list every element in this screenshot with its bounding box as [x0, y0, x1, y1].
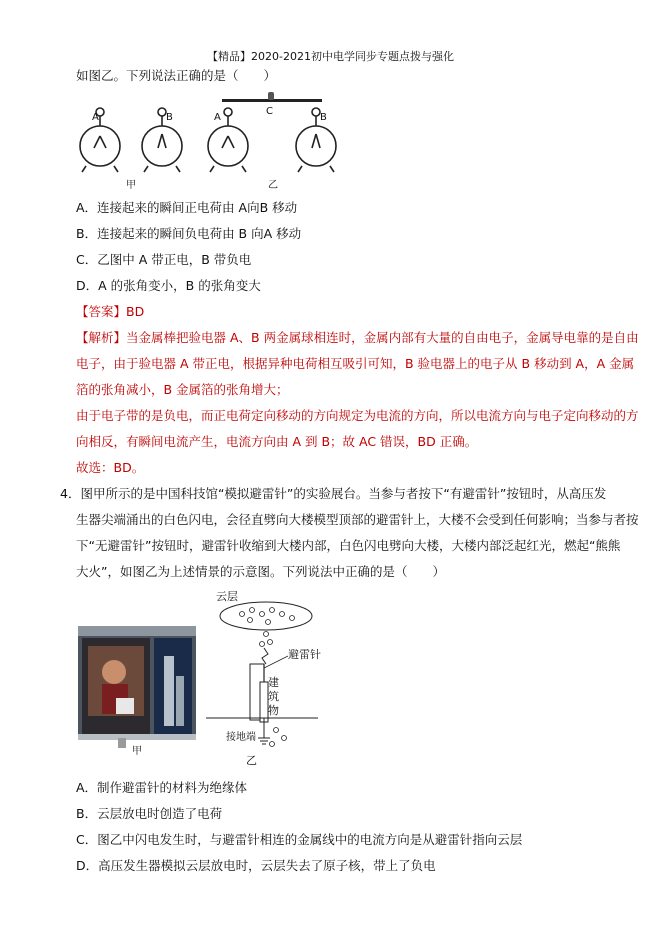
q4-option-b: B．云层放电时创造了电荷: [76, 806, 223, 821]
q4-option-c: C．图乙中闪电发生时，与避雷针相连的金属线中的电流方向是从避雷针指向云层: [76, 832, 523, 847]
page-header: 【精品】2020-2021初中电学同步专题点拨与强化: [207, 50, 454, 63]
q3-option-a: A．连接起来的瞬间正电荷由 A向B 移动: [76, 200, 298, 215]
q4-option-d: D．高压发生器模拟云层放电时，云层失去了原子核，带上了负电: [76, 858, 436, 873]
label-a-yi: A: [214, 112, 221, 123]
label-jia: 甲: [126, 180, 136, 191]
label-building-2: 筑: [268, 690, 279, 703]
label-yi-q4: 乙: [246, 754, 257, 767]
q3-analysis-line-6: 故选：BD。: [76, 460, 145, 475]
q3-analysis-line-3: 箔的张角减小，B 金属箔的张角增大；: [76, 382, 289, 397]
label-yi: 乙: [268, 180, 278, 191]
label-rod: 避雷针: [288, 648, 321, 661]
label-b-jia: B: [166, 112, 173, 123]
q4-stem-line-2: 生器尖端涌出的白色闪电，会径直劈向大楼模型顶部的避雷针上，大楼不会受到任何影响；当参与者按: [76, 512, 639, 527]
q3-analysis-line-1: 【解析】当金属棒把验电器 A、B 两金属球相连时，金属内部有大量的自由电子，金属导电靠的是自由: [76, 330, 639, 345]
q3-option-b: B．连接起来的瞬间负电荷由 B 向A 移动: [76, 226, 302, 241]
label-building-3: 物: [268, 704, 279, 717]
q3-option-c: C．乙图中 A 带正电，B 带负电: [76, 252, 252, 267]
label-building-1: 建: [268, 676, 279, 689]
label-a-jia: A: [92, 112, 99, 123]
label-b-yi: B: [320, 112, 327, 123]
q3-analysis-line-2: 电子，由于验电器 A 带正电，根据异种电荷相互吸引可知，B 验电器上的电子从 B 移动到 A，A 金属: [76, 356, 635, 371]
q4-stem-line-4: 大火”，如图乙为上述情景的示意图。下列说法中正确的是（ ）: [76, 564, 445, 579]
label-c-yi: C: [266, 106, 273, 117]
q4-option-a: A．制作避雷针的材料为绝缘体: [76, 780, 248, 795]
exhibit-photo: [78, 626, 196, 756]
electroscope-figure: [74, 88, 354, 192]
q3-option-d: D．A 的张角变小，B 的张角变大: [76, 278, 261, 293]
q3-analysis-line-5: 向相反，有瞬间电流产生，电流方向由 A 到 B；故 AC 错误，BD 正确。: [76, 434, 478, 449]
label-cloud: 云层: [216, 590, 238, 603]
q3-answer: 【答案】BD: [76, 304, 145, 319]
q4-stem-line-1: 4．图甲所示的是中国科技馆“模拟避雷针”的实验展台。当参与者按下“有避雷针”按钮时，从高压发: [60, 486, 607, 501]
label-jia-q4: 甲: [132, 746, 142, 756]
rod-handle: [268, 92, 274, 100]
label-ground: 接地端: [226, 732, 256, 743]
lightning-rod-schematic: [206, 588, 326, 768]
q4-stem-line-3: 下“无避雷针”按钮时，避雷针收缩到大楼内部，白色闪电劈向大楼，大楼内部泛起红光，燃起“熊熊: [76, 538, 621, 553]
question-3-stem: 如图乙。下列说法正确的是（ ）: [76, 68, 277, 83]
q3-analysis-line-4: 由于电子带的是负电，而正电荷定向移动的方向规定为电流的方向，所以电流方向与电子定向移动的方: [76, 408, 639, 423]
